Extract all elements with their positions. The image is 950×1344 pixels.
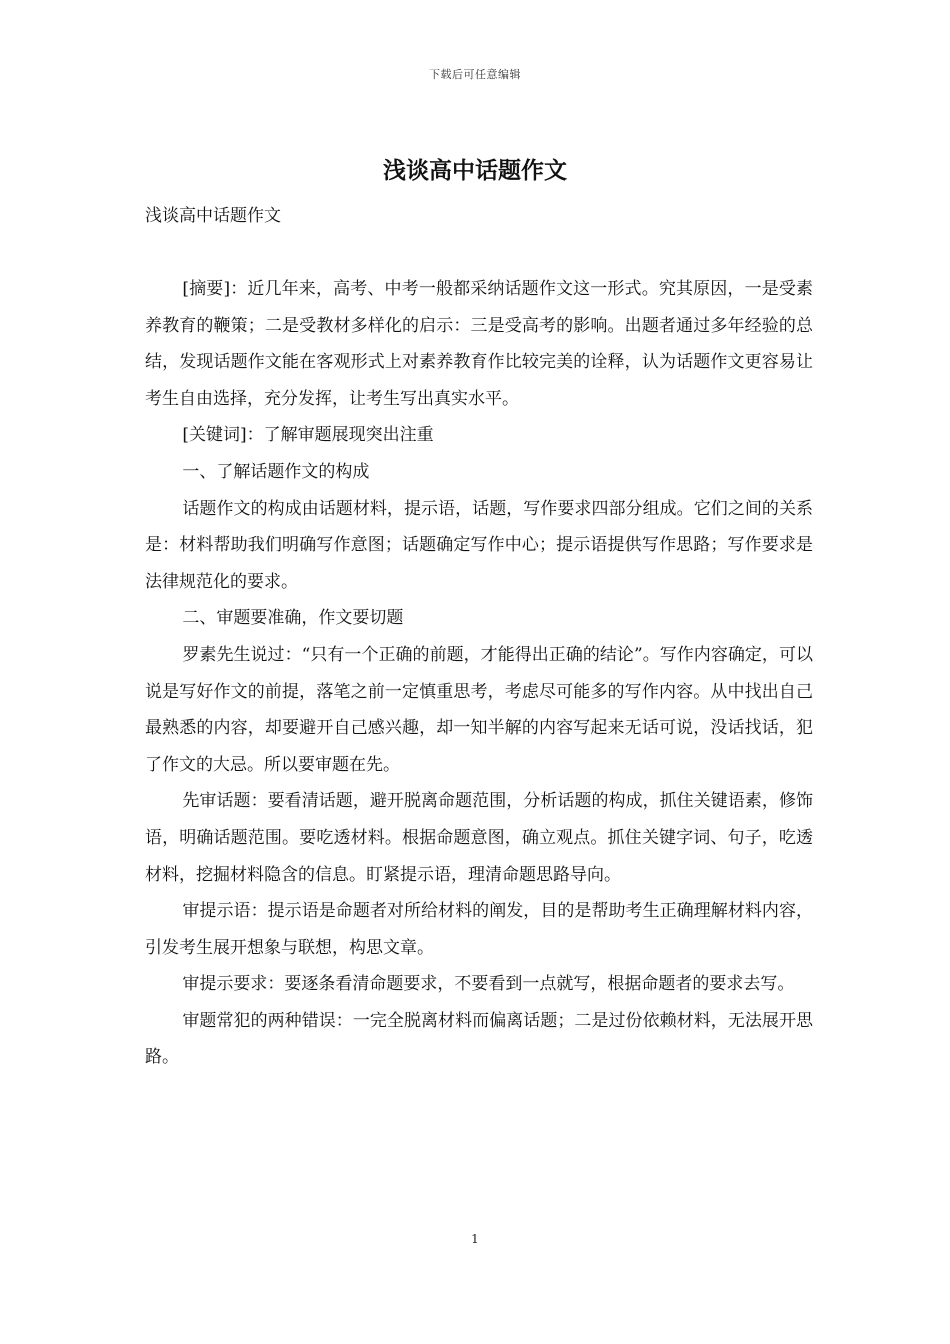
body-paragraph: 审提示要求：要逐条看清命题要求，不要看到一点就写，根据命题者的要求去写。 — [182, 974, 795, 995]
body-paragraph: 审提示语：提示语是命题者对所给材料的阐发，目的是帮助考生正确理解材料内容，引发考生展开想象与联想，构思文章。 — [145, 901, 813, 958]
page-number: 1 — [471, 1232, 479, 1246]
body-paragraph: 审题常犯的两种错误：一完全脱离材料而偏离话题；二是过份依赖材料，无法展开思路。 — [145, 1010, 813, 1068]
body-paragraph: 罗素先生说过：“只有一个正确的前题，才能得出正确的结论”。写作内容确定，可以说是写好作文的前提，落笔之前一定慎重思考，考虑尽可能多的写作内容。从中找出自己最熟悉的内容，却要避开自己感兴趣，却一知半解的内容写起来无话可说，没话找话，犯了作文的大忌。所以要审题在先。 — [145, 644, 813, 775]
section-heading-1: 一、了解话题作文的构成 — [182, 461, 370, 482]
document-title: 浅谈高中话题作文 — [383, 157, 567, 184]
document-subtitle: 浅谈高中话题作文 — [145, 206, 281, 226]
header-note: 下载后可任意编辑 — [429, 68, 521, 81]
body-paragraph: 话题作文的构成由话题材料，提示语，话题，写作要求四部分组成。它们之间的关系是：材料帮助我们明确写作意图；话题确定写作中心；提示语提供写作思路；写作要求是法律规范化的要求。 — [145, 498, 813, 592]
body-paragraph: 先审话题：要看清话题，避开脱离命题范围，分析话题的构成，抓住关键语素，修饰语，明确话题范围。要吃透材料。根据命题意图，确立观点。抓住关键字词、句子，吃透材料，挖掘材料隐含的信息。盯紧提示语，理清命题思路导向。 — [145, 791, 813, 885]
document-body — [145, 271, 813, 1076]
keywords-paragraph: [关键词]：了解审题展现突出注重 — [182, 425, 434, 446]
abstract-paragraph: [摘要]：近几年来，高考、中考一般都采纳话题作文这一形式。究其原因，一是受素养教育的鞭策；二是受教材多样化的启示：三是受高考的影响。出题者通过多年经验的总结，发现话题作文能在客观形式上对素养教育作比较完美的诠释，认为话题作文更容易让考生自由选择，充分发挥，让考生写出真实水平。 — [145, 279, 813, 409]
section-heading-2: 二、审题要准确，作文要切题 — [182, 608, 404, 629]
